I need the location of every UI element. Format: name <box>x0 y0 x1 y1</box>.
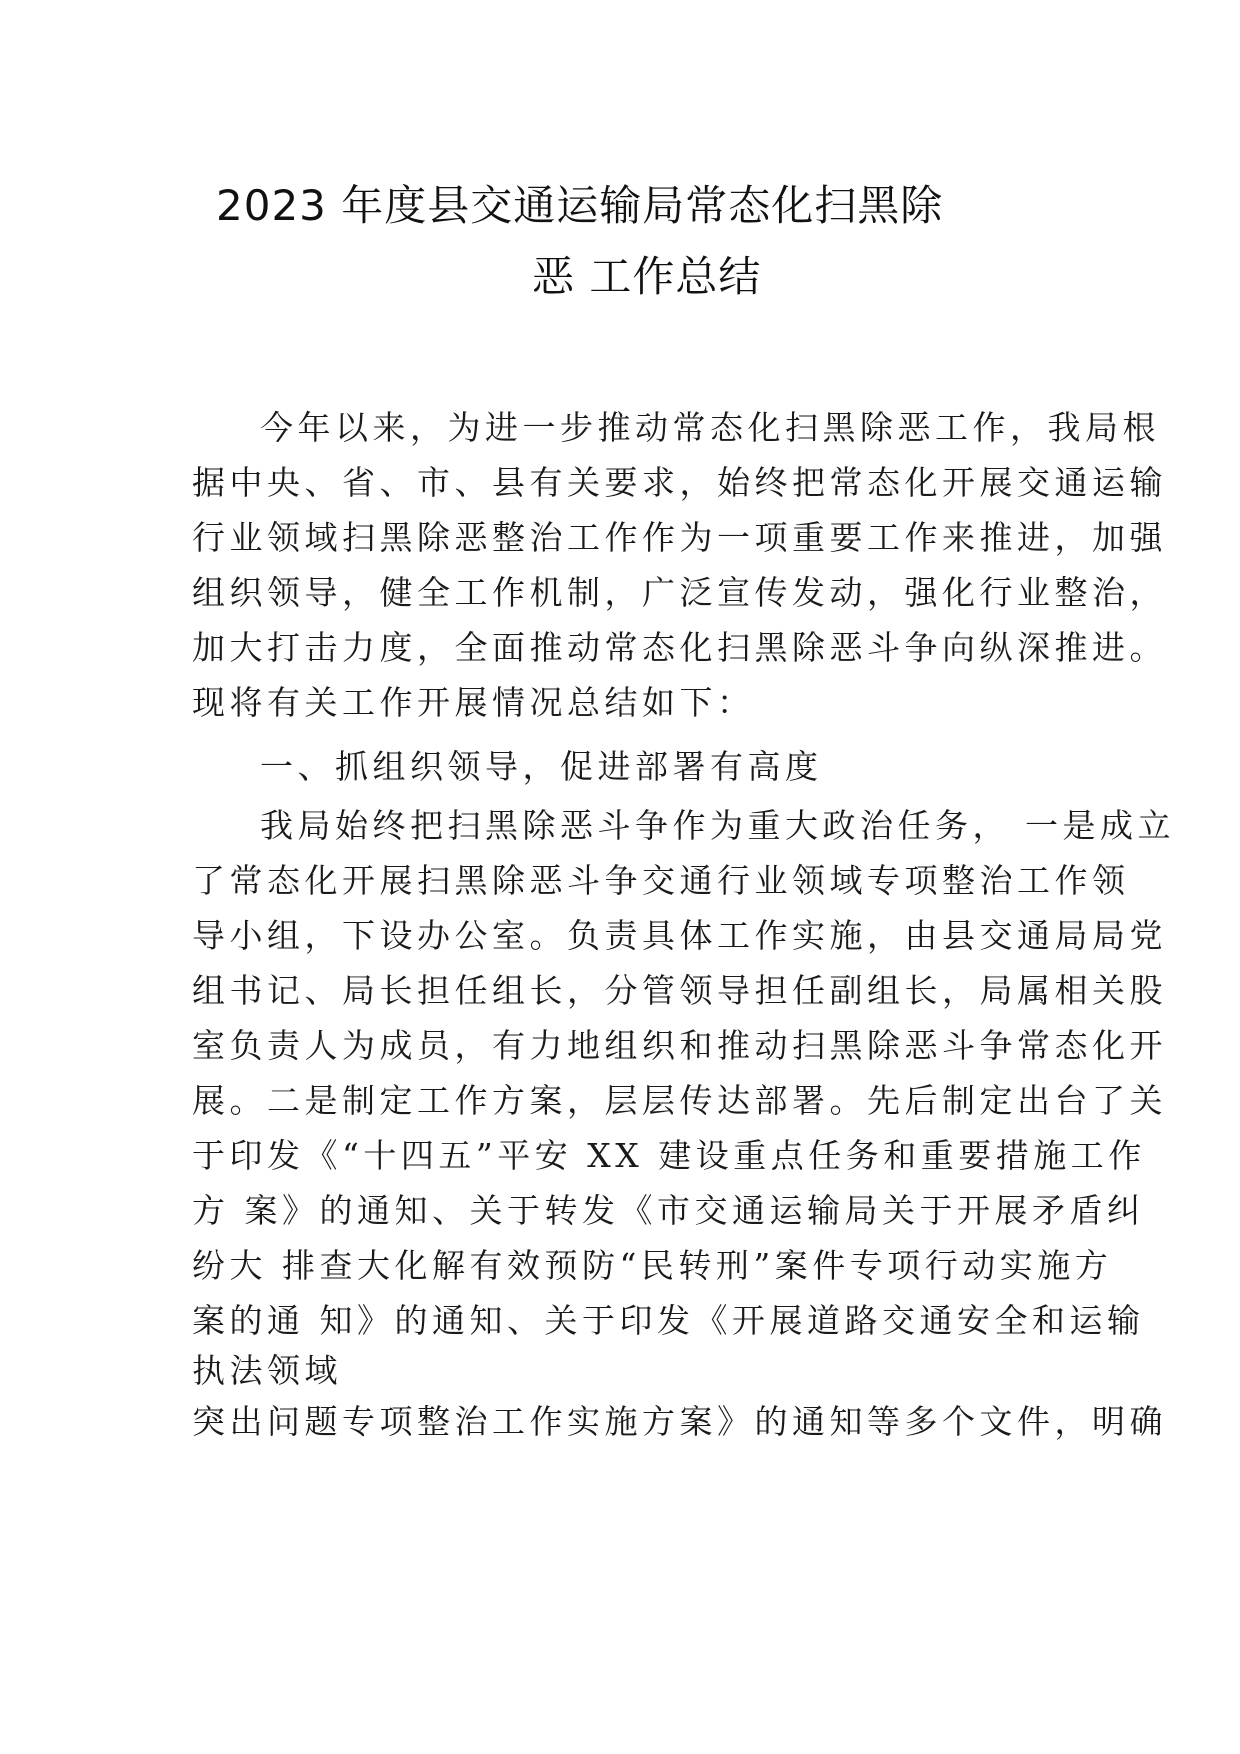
section-1-line: 室负责人为成员，有力地组织和推动扫黑除恶斗争常态化开 <box>192 1026 1167 1065</box>
section-1-line: 纷大 排查大化解有效预防“民转刑”案件专项行动实施方 <box>192 1246 1113 1285</box>
section-1-line: 于印发《“十四五”平安 XX 建设重点任务和重要措施工作 <box>192 1136 1146 1175</box>
section-1-line: 案的通 知》的通知、关于印发《开展道路交通安全和运输 <box>192 1301 1145 1340</box>
section-1-line: 执法领域 <box>192 1351 342 1390</box>
section-1-line: 了常态化开展扫黑除恶斗争交通行业领域专项整治工作领 <box>192 861 1130 900</box>
intro-line: 现将有关工作开展情况总结如下： <box>192 683 755 722</box>
section-1-line: 突出问题专项整治工作实施方案》的通知等多个文件，明确 <box>192 1402 1167 1441</box>
section-1-line: 导小组，下设办公室。负责具体工作实施，由县交通局局党 <box>192 916 1167 955</box>
document-title-line-1: 2023 年度县交通运输局常态化扫黑除 <box>216 181 944 230</box>
document-title-line-2: 恶 工作总结 <box>532 252 762 301</box>
section-1-line: 方 案》的通知、关于转发《市交通运输局关于开展矛盾纠 <box>192 1191 1145 1230</box>
section-1-heading: 一、抓组织领导，促进部署有高度 <box>260 747 823 786</box>
section-1-line: 我局始终把扫黑除恶斗争作为重大政治任务， 一是成立 <box>260 806 1175 845</box>
intro-line: 加大打击力度，全面推动常态化扫黑除恶斗争向纵深推进。 <box>192 628 1167 667</box>
intro-line: 今年以来，为进一步推动常态化扫黑除恶工作，我局根 <box>260 408 1160 447</box>
intro-line: 据中央、省、市、县有关要求，始终把常态化开展交通运输 <box>192 463 1167 502</box>
section-1-line: 组书记、局长担任组长，分管领导担任副组长，局属相关股 <box>192 971 1167 1010</box>
intro-line: 组织领导，健全工作机制，广泛宣传发动，强化行业整治， <box>192 573 1167 612</box>
section-1-line: 展。二是制定工作方案，层层传达部署。先后制定出台了关 <box>192 1081 1167 1120</box>
intro-line: 行业领域扫黑除恶整治工作作为一项重要工作来推进，加强 <box>192 518 1167 557</box>
document-body <box>192 400 1175 1449</box>
